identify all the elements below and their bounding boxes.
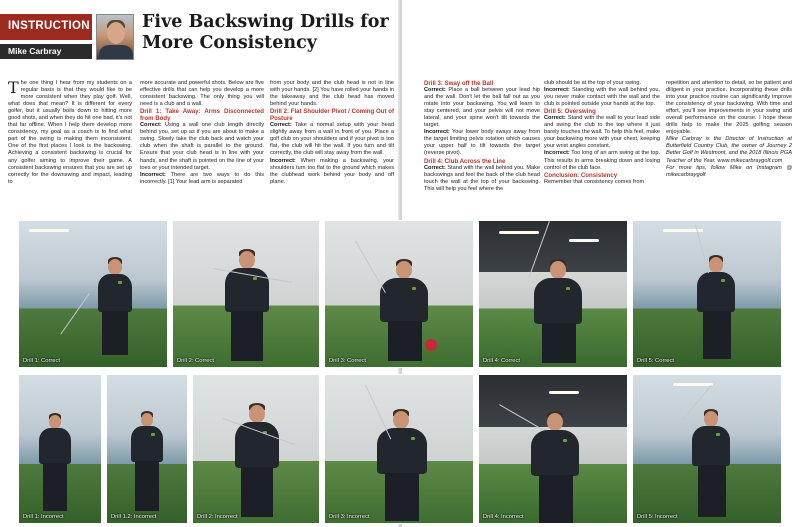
conclusion-heading: Conclusion: Consistency: [544, 171, 618, 179]
photo-caption: Drill 1: Correct: [23, 358, 61, 364]
photo-drill-3-incorrect: [324, 374, 474, 524]
author-photo: [96, 14, 134, 60]
photo-caption: Drill 5: Correct: [637, 358, 675, 364]
intro-paragraph: he one thing I hear from my students on a regular basis is that they would like to be more consistent when they play golf. Well, what does that mean? It is different for every golfer, but it usually boils down to hitting more good shots, and when they do hit one bad, it's not that far offline. When I help them develop more consistency, my goal as a coach is to find what part of the swing is making them inconsistent. One of the first places I look is the backswing. Achieving a consistent backswing is crucial for any golfer aiming to improve their game. A consistent backswing ensures that you are set up correctly for the downswing and impact, leading to: [8, 80, 132, 185]
photo-caption: Drill 3: Correct: [329, 358, 367, 364]
article-title: Five Backswing Drills for More Consistency: [142, 12, 389, 53]
photo-caption: Drill 4: Incorrect: [483, 514, 524, 520]
photo-drill-4-correct: [478, 220, 628, 368]
text-column-3: from your body and the club head is not in line with your hands. [2] You have rolled your hands in the takeaway and the club head has moved behind your hands. Drill 2: Flat Shoulder Pivot / Coming Out of Posture Correct: Take a normal setup with your head slightly away from a wall in front of you. Place a golf club on your shoulders and if your pivot is too flat, the club will hit the wall. If you turn and tilt correctly, the club will stay away from the wall. Incorrect: When making a backswing, your shoulders turn too flat to the ground which makes the clubhead work behind your body and off plane.: [270, 80, 394, 185]
drill-2-heading: Drill 2: Flat Shoulder Pivot / Coming Out of Posture: [270, 108, 394, 123]
drill-5-heading: Drill 5: Overswing: [544, 108, 596, 116]
drill-1-heading: Drill 1: Take Away: Arms Disconnected from Body: [140, 108, 264, 123]
photo-caption: Drill 2: Incorrect: [197, 514, 238, 520]
photo-drill-1-correct: [18, 220, 168, 368]
photo-caption: Drill 1.2: Incorrect: [111, 514, 157, 520]
text-column-1: [8, 80, 132, 216]
instagram-note: For more tips, follow Mike on Instagram @ mikecarbraygolf: [666, 164, 792, 178]
section-tag: INSTRUCTION: [0, 14, 92, 40]
drill-4-heading: Drill 4: Club Across the Line: [424, 157, 506, 165]
text-column-2: more accurate and powerful shots. Below are five effective drills that can help you develop a more consistent backswing. The only thing you will need is a club and a wall. Drill 1: Take Away: Arms Disconnected from Body Correct: Using a wall one club length directly behind you, set up as if you are about to make a swing. Slowly take the club back and watch your club when the shaft is parallel to the ground. Ensure that your club head is in line with your hands, and the shaft is pointed on the line of your toes or your intended target. Incorrect: There are two ways to do this incorrectly. [1] Your lead arm is separated: [140, 80, 264, 185]
photo-drill-2-correct: [172, 220, 320, 368]
author-bio: Mike Carbray is the Director of Instruction at Butterfield Country Club, the owner of Journey 2 Better Golf in Westmont, and the 2018 Illinois PGA Teacher of the Year. www.mikecarbraygolf.com: [666, 136, 792, 164]
photo-caption: Drill 3: Incorrect: [329, 514, 370, 520]
photo-caption: Drill 1: Incorrect: [23, 514, 64, 520]
drill-3-heading: Drill 3: Sway off the Ball: [424, 80, 494, 87]
photo-drill-4-incorrect: [478, 374, 628, 524]
text-column-4: Drill 3: Sway off the Ball Correct: Place a ball between your lead hip and the wall. Don't let the ball fall out as you rotate into your backswing. You will learn to stay centered, and your pelvis will not move lateral, and your spine won't tilt towards the target. Incorrect: Your lower body sways away from the target limiting pelvis rotation which causes your upper half to tilt towards the target (reverse pivot). Drill 4: Club Across the Line Correct: Stand with the wall behind you. Make backswings and feel the back of the club head touch the wall at the top of your backswing. This will help you feel where the: [424, 80, 540, 192]
photo-drill-2-incorrect: [192, 374, 320, 524]
photo-drill-5-incorrect: [632, 374, 782, 524]
text-column-5: club should be at the top of your swing. Incorrect: Standing with the wall behind you, you never make contact with the wall and the club is pointed outside your hands at the top. Drill 5: Overswing Correct: Stand with the wall to your lead side and swing the club to the top where it just barely touches the wall. To help this feel, make your backswing more with your chest, keeping your wrist angles constant. Incorrect: Too long of an arm swing at the top. This results in arms breaking down and losing control of the club face. Conclusion: Consistency Remember that consistency comes from: [544, 80, 660, 185]
photo-caption: Drill 5: Incorrect: [637, 514, 678, 520]
drop-cap: T: [8, 80, 19, 97]
photo-drill-1-incorrect: [18, 374, 102, 524]
photo-caption: Drill 2: Correct: [177, 358, 215, 364]
photo-drill-3-correct: [324, 220, 474, 368]
text-column-6: repetition and attention to detail, so be patient and diligent in your practice. Incorporating these drills into your practice routine can significantly improve the consistency of your backswing. With time and effort, you'll see improvements in your swing and overall performance on the course. I hope these drills help to make the 2025 golfing season enjoyable. Mike Carbray is the Director of Instruction at Butterfield Country Club, the owner of Journey 2 Better Golf in Westmont, and the 2018 Illinois PGA Teacher of the Year. www.mikecarbraygolf.com For more tips, follow Mike on Instagram @ mikecarbraygolf: [666, 80, 792, 178]
photo-caption: Drill 4: Correct: [483, 358, 521, 364]
photo-drill-5-correct: [632, 220, 782, 368]
photo-drill-1-2-incorrect: [106, 374, 188, 524]
author-byline: Mike Carbray: [0, 44, 92, 59]
